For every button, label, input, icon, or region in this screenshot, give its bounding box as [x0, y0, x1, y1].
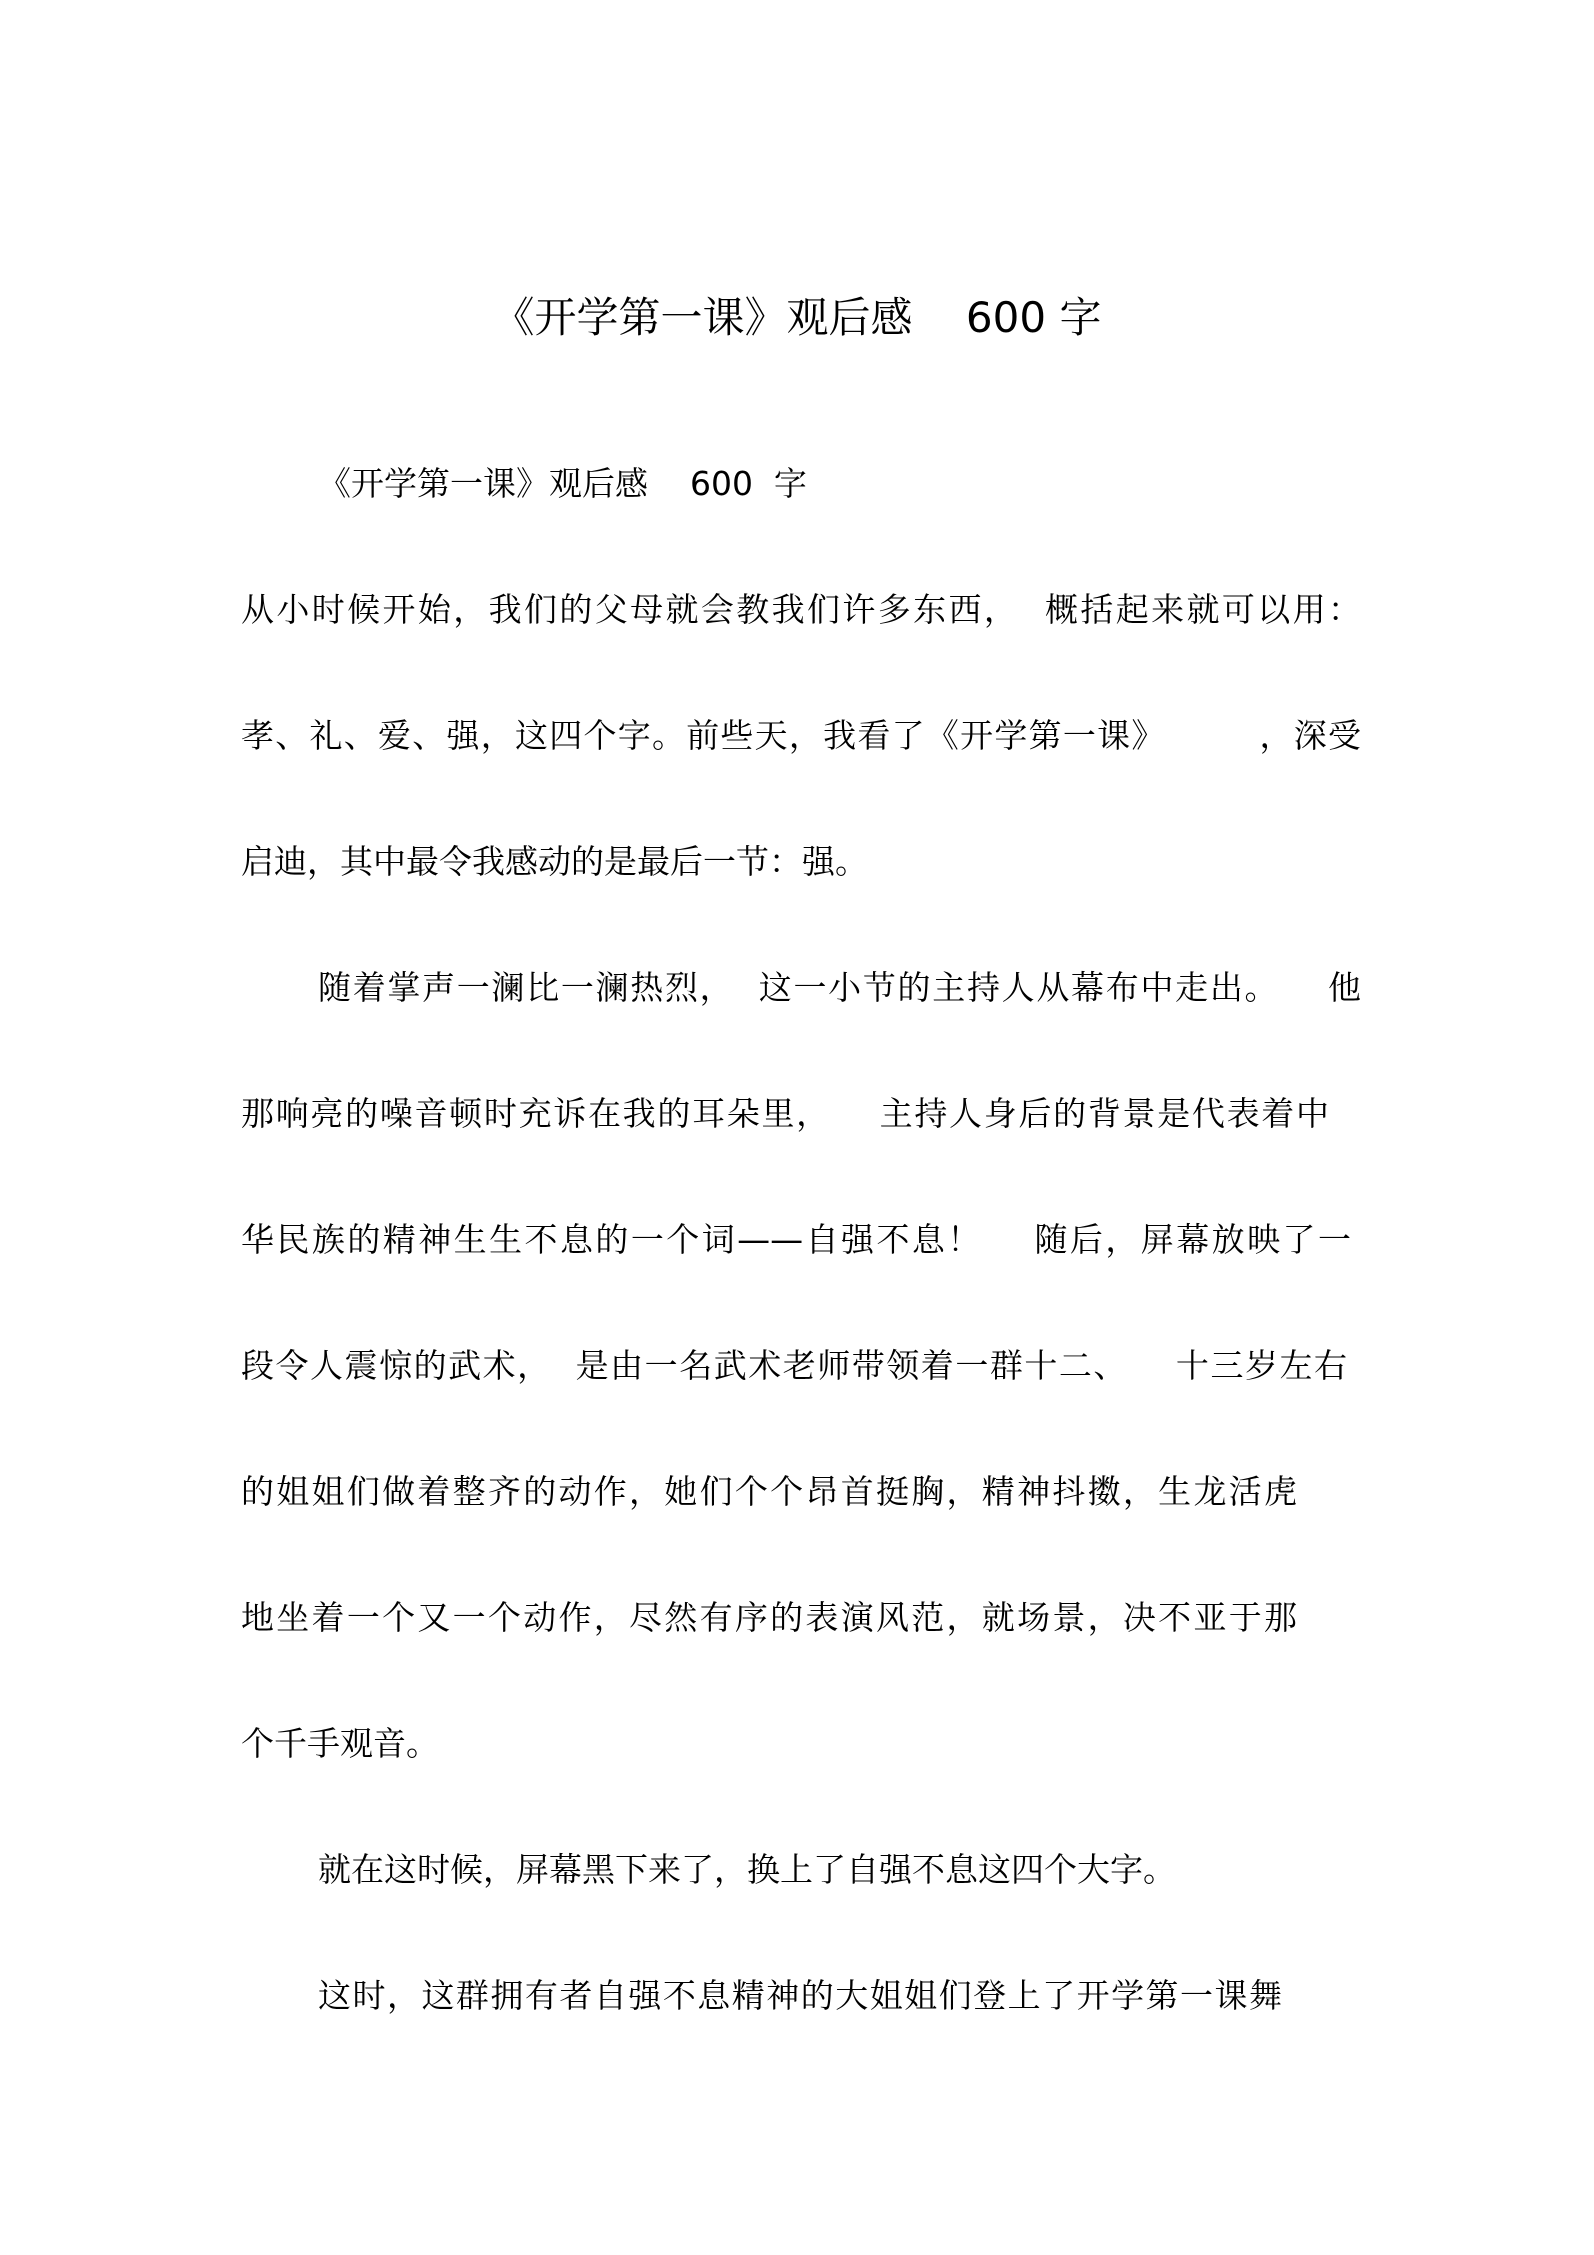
paragraph-line: 孝、礼、爱、强，这四个字。前些天，我看了《开学第一课》 ，深受 — [241, 716, 1361, 755]
paragraph-line: 的姐姐们做着整齐的动作，她们个个昂首挺胸，精神抖擞，生龙活虎 — [241, 1472, 1297, 1511]
paragraph-line: 地坐着一个又一个动作，尽然有序的表演风范，就场景，决不亚于那 — [241, 1598, 1297, 1637]
paragraph-line: 从小时候开始，我们的父母就会教我们许多东西， 概括起来就可以用： — [241, 590, 1361, 629]
paragraph-line: 就在这时候，屏幕黑下来了，换上了自强不息这四个大字。 — [318, 1850, 1176, 1889]
paragraph-line: 那响亮的噪音顿时充诉在我的耳朵里， 主持人身后的背景是代表着中 — [241, 1094, 1329, 1133]
paragraph-line: 启迪，其中最令我感动的是最后一节：强。 — [241, 842, 868, 881]
paragraph-line: 随着掌声一澜比一澜热烈， 这一小节的主持人从幕布中走出。 他 — [318, 968, 1361, 1007]
paragraph-line: 个千手观音。 — [241, 1724, 439, 1763]
paragraph-line: 这时，这群拥有者自强不息精神的大姐姐们登上了开学第一课舞 — [318, 1976, 1282, 2015]
paragraph-line: 段令人震惊的武术， 是由一名武术老师带领着一群十二、 十三岁左右 — [241, 1346, 1347, 1385]
paragraph-line: 华民族的精神生生不息的一个词——自强不息！ 随后，屏幕放映了一 — [241, 1220, 1351, 1259]
document-title: 《开学第一课》观后感 600 字 — [492, 293, 1102, 342]
essay-subtitle: 《开学第一课》观后感 600 字 — [318, 464, 807, 503]
